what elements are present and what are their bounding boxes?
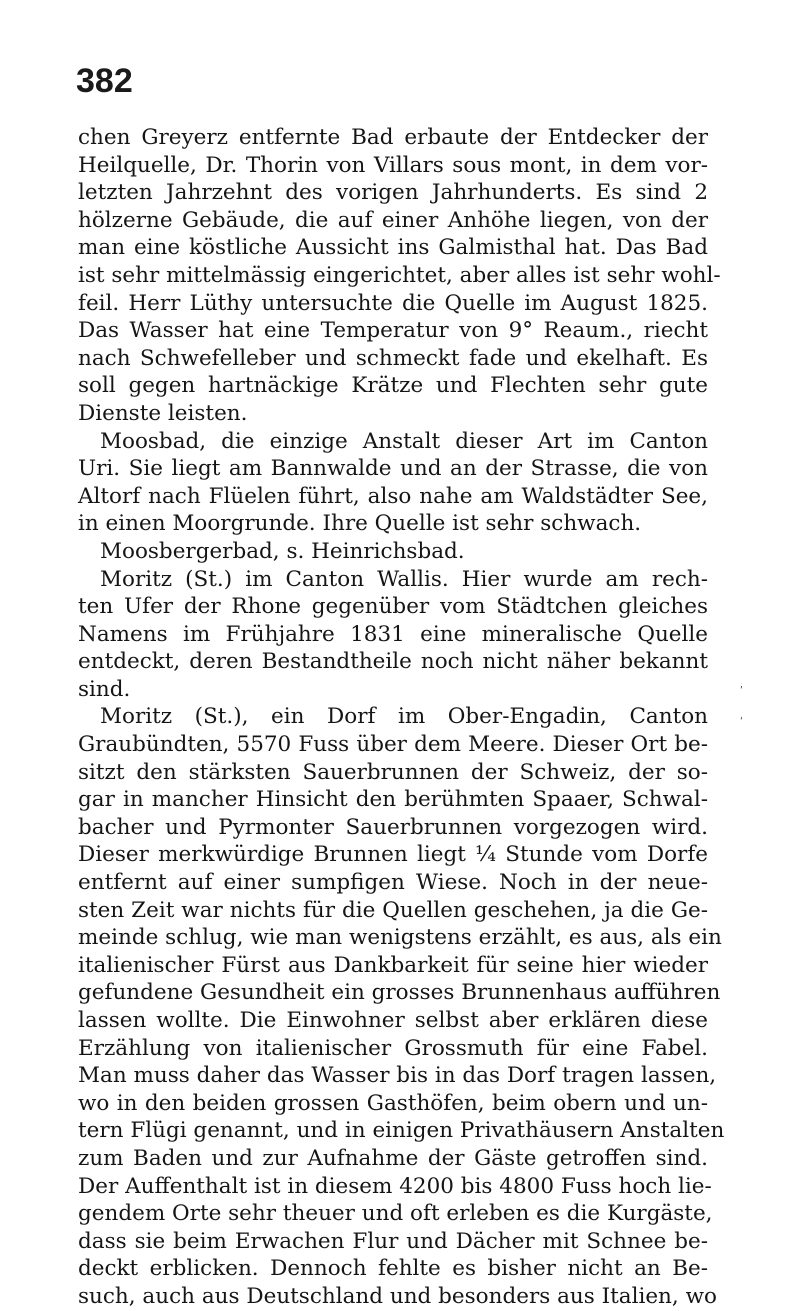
margin-mark-1: ʹ: [740, 686, 743, 697]
text-line: wo in den beiden grossen Gasthöfen, beim obern und un-: [78, 1090, 708, 1116]
text-line: nach Schwefelleber und schmeckt fade und ekelhaft. Es: [78, 345, 708, 371]
text-line: meinde schlug, wie man wenigstens erzählt, es aus, als ein: [78, 925, 722, 951]
text-line: Moritz (St.) im Canton Wallis. Hier wurde am rech-: [100, 566, 708, 592]
text-line: tern Flügi genannt, und in einigen Privathäusern Anstalten: [78, 1118, 725, 1144]
text-line: soll gegen hartnäckige Krätze und Flechten sehr gute: [78, 373, 708, 399]
text-line: Moosbad, die einzige Anstalt dieser Art im Canton: [100, 428, 708, 454]
text-line: lassen wollte. Die Einwohner selbst aber erklären diese: [78, 1008, 708, 1033]
text-line: entfernt auf einer sumpfigen Wiese. Noch in der neue-: [78, 870, 708, 896]
text-line: bacher und Pyrmonter Sauerbrunnen vorgezogen wird.: [78, 814, 708, 840]
text-line: deckt erblicken. Dennoch fehlte es bisher nicht an Be-: [78, 1256, 708, 1282]
text-line: gefundene Gesundheit ein grosses Brunnenhaus aufführen: [78, 980, 721, 1006]
text-line: Man muss daher das Wasser bis in das Dorf tragen lassen,: [78, 1063, 717, 1089]
text-line: Namens im Frühjahre 1831 eine mineralische Quelle: [78, 621, 708, 647]
text-line: Das Wasser hat eine Temperatur von 9° Reaum., riecht: [78, 318, 708, 344]
text-line: Moosbergerbad, s. Heinrichsbad.: [100, 538, 465, 564]
text-line: letzten Jahrzehnt des vorigen Jahrhunderts. Es sind 2: [78, 180, 708, 206]
text-line: such, auch aus Deutschland und besonders aus Italien, wo: [78, 1283, 717, 1309]
text-line: Dienste leisten.: [78, 400, 248, 426]
text-line: zum Baden und zur Aufnahme der Gäste getroffen sind.: [78, 1145, 708, 1171]
text-line: gendem Orte sehr theuer und oft erleben es die Kurgäste,: [78, 1201, 713, 1227]
text-line: sitzt den stärksten Sauerbrunnen der Schweiz, der so-: [78, 759, 708, 785]
text-line: hölzerne Gebäude, die auf einer Anhöhe liegen, von der: [78, 207, 708, 233]
text-line: ist sehr mittelmässig eingerichtet, aber alles ist sehr wohl-: [78, 262, 721, 288]
text-line: italienischer Fürst aus Dankbarkeit für seine hier wieder: [78, 952, 708, 978]
text-line: man eine köstliche Aussicht ins Galmisthal hat. Das Bad: [78, 235, 708, 261]
text-line: ten Ufer der Rhone gegenüber vom Städtchen gleiches: [78, 594, 708, 620]
text-line: Der Auffenthalt ist in diesem 4200 bis 4800 Fuss hoch lie-: [78, 1173, 712, 1199]
margin-mark-2: ʹ: [740, 717, 743, 728]
text-line: feil. Herr Lüthy untersuchte die Quelle im August 1825.: [78, 290, 708, 316]
text-line: sten Zeit war nichts für die Quellen geschehen, ja die Ge-: [78, 897, 708, 923]
text-line: sind.: [78, 676, 131, 702]
text-line: Altorf nach Flüelen führt, also nahe am Waldstädter See,: [78, 483, 708, 509]
text-line: in einen Moorgrunde. Ihre Quelle ist sehr schwach.: [78, 511, 642, 537]
text-line: Dieser merkwürdige Brunnen liegt ¼ Stunde vom Dorfe: [78, 842, 708, 868]
text-line: dass sie beim Erwachen Flur und Dächer mit Schnee be-: [78, 1228, 708, 1254]
text-line: Uri. Sie liegt am Bannwalde und an der Strasse, die von: [78, 456, 708, 482]
text-line: Heilquelle, Dr. Thorin von Villars sous mont, in dem vor-: [78, 152, 708, 178]
text-line: entdeckt, deren Bestandtheile noch nicht näher bekannt: [78, 649, 708, 675]
text-line: Graubündten, 5570 Fuss über dem Meere. Dieser Ort be-: [78, 732, 708, 758]
text-line: gar in mancher Hinsicht den berühmten Spaaer, Schwal-: [78, 787, 708, 813]
text-line: Erzählung von italienischer Grossmuth für eine Fabel.: [78, 1035, 708, 1061]
text-line: chen Greyerz entfernte Bad erbaute der Entdecker der: [78, 125, 708, 150]
body-text: [78, 124, 725, 1311]
text-line: Moritz (St.), ein Dorf im Ober-Engadin, Canton: [100, 704, 708, 730]
page-number: 382: [76, 62, 133, 100]
